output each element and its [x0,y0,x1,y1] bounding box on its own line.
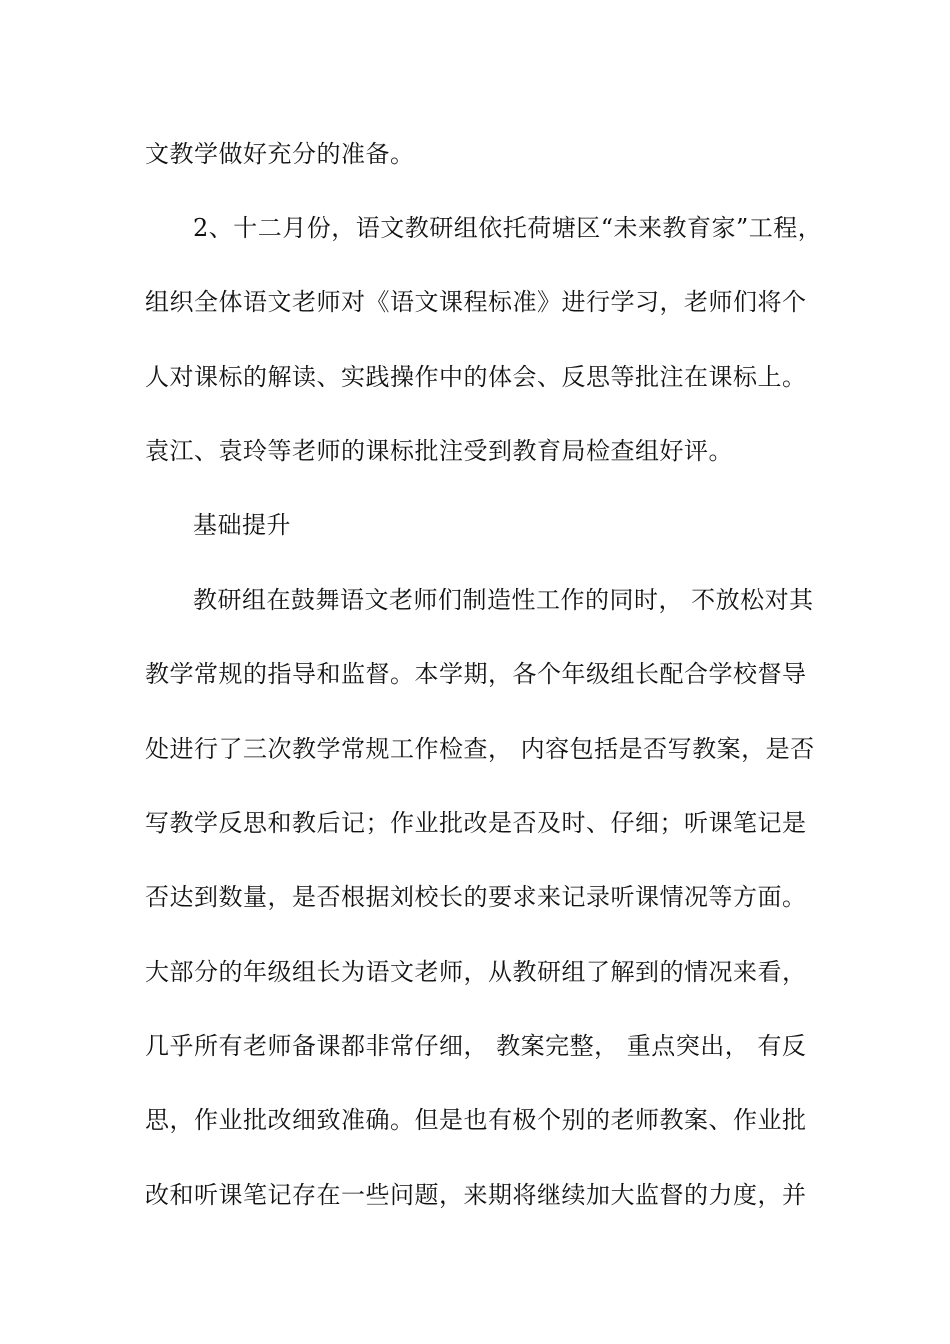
text-line: 组织全体语文老师对《语文课程标准》进行学习，老师们将个 [145,288,807,316]
text-line: 文教学做好充分的准备。 [145,140,415,168]
paragraph-line: 2、十二月份，语文教研组依托荷塘区“未来教育家”工程， [193,214,823,242]
text-line: 大部分的年级组长为语文老师，从教研组了解到的情况来看， [145,958,807,986]
text-line: 否达到数量，是否根据刘校长的要求来记录听课情况等方面。 [145,883,807,911]
text-line: 人对课标的解读、实践操作中的体会、反思等批注在课标上。 [145,363,807,391]
section-heading: 基础提升 [193,511,291,539]
text-line: 改和听课笔记存在一些问题，来期将继续加大监督的力度，并 [145,1181,807,1209]
paragraph-line: 教研组在鼓舞语文老师们制造性工作的同时， 不放松对其 [193,586,814,614]
text-line: 袁江、袁玲等老师的课标批注受到教育局检查组好评。 [145,437,733,465]
text-line: 处进行了三次教学常规工作检查， 内容包括是否写教案，是否 [145,735,815,763]
text-line: 教学常规的指导和监督。本学期，各个年级组长配合学校督导 [145,660,807,688]
text-line: 思，作业批改细致准确。但是也有极个别的老师教案、作业批 [145,1106,807,1134]
text-line: 写教学反思和教后记；作业批改是否及时、仔细；听课笔记是 [145,809,807,837]
text-line: 几乎所有老师备课都非常仔细， 教案完整， 重点突出， 有反 [145,1032,807,1060]
